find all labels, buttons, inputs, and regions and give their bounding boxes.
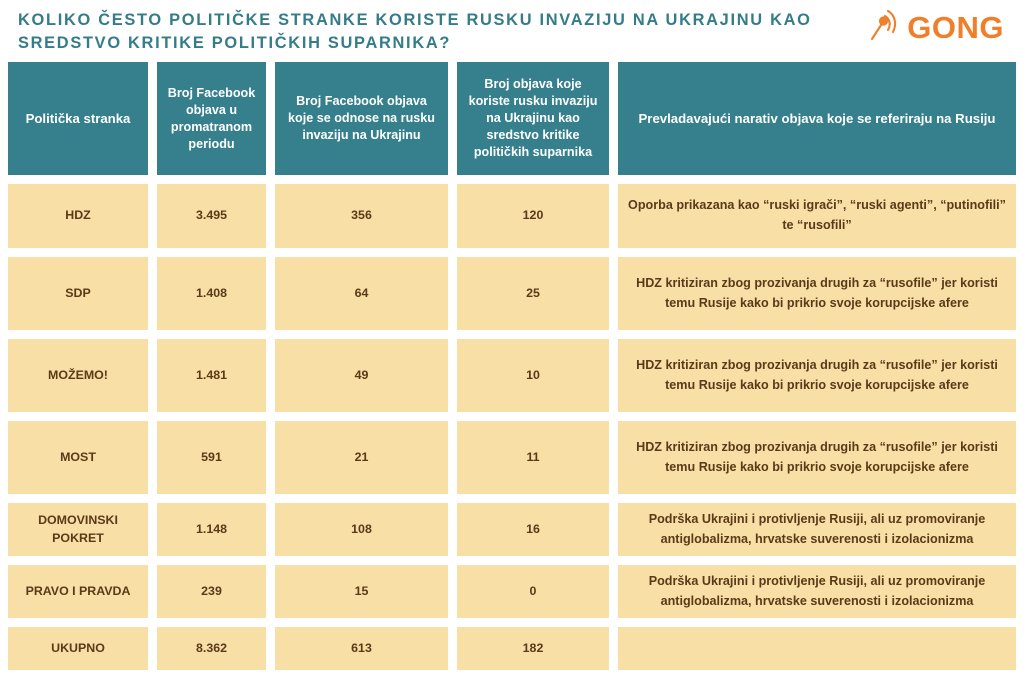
cell-critique-posts: 182 <box>457 627 609 670</box>
column-header-russia-posts: Broj Facebook objava koje se odnose na rusku invaziju na Ukrajinu <box>275 62 448 175</box>
cell-total-posts: 1.481 <box>157 339 266 412</box>
cell-russia-posts: 15 <box>275 565 448 618</box>
gong-logo <box>868 8 1004 47</box>
cell-critique-posts: 10 <box>457 339 609 412</box>
cell-party: PRAVO I PRAVDA <box>8 565 148 618</box>
cell-party: DOMOVINSKI POKRET <box>8 503 148 556</box>
cell-total-posts: 8.362 <box>157 627 266 670</box>
table-row <box>8 257 1016 330</box>
cell-party: SDP <box>8 257 148 330</box>
cell-party: HDZ <box>8 184 148 248</box>
cell-critique-posts: 11 <box>457 421 609 494</box>
cell-critique-posts: 0 <box>457 565 609 618</box>
gong-logo-text: GONG <box>907 10 1004 45</box>
cell-total-posts: 239 <box>157 565 266 618</box>
cell-total-posts: 3.495 <box>157 184 266 248</box>
cell-russia-posts: 613 <box>275 627 448 670</box>
cell-narrative <box>618 627 1016 670</box>
cell-russia-posts: 356 <box>275 184 448 248</box>
cell-party: UKUPNO <box>8 627 148 670</box>
cell-narrative: HDZ kritiziran zbog prozivanja drugih za “rusofile” jer koristi temu Rusije kako bi prikrio svoje korupcijske afere <box>618 421 1016 494</box>
cell-russia-posts: 108 <box>275 503 448 556</box>
cell-critique-posts: 25 <box>457 257 609 330</box>
cell-narrative: Podrška Ukrajini i protivljenje Rusiji, ali uz promoviranje antiglobalizma, hrvatske suverenosti i izolacionizma <box>618 503 1016 556</box>
column-header-party: Politička stranka <box>8 62 148 175</box>
page-header <box>0 0 1024 58</box>
table-total-row <box>8 627 1016 670</box>
table-row <box>8 184 1016 248</box>
cell-narrative: Oporba prikazana kao “ruski igrači”, “ruski agenti”, “putinofili” te “rusofili” <box>618 184 1016 248</box>
cell-critique-posts: 120 <box>457 184 609 248</box>
table-row <box>8 565 1016 618</box>
cell-russia-posts: 49 <box>275 339 448 412</box>
data-table <box>8 62 1016 679</box>
cell-total-posts: 1.408 <box>157 257 266 330</box>
gong-microphone-icon <box>868 8 904 47</box>
table-row <box>8 421 1016 494</box>
column-header-critique-posts: Broj objava koje koriste rusku invaziju na Ukrajinu kao sredstvo kritike političkih suparnika <box>457 62 609 175</box>
cell-narrative: HDZ kritiziran zbog prozivanja drugih za “rusofile” jer koristi temu Rusije kako bi prikrio svoje korupcijske afere <box>618 339 1016 412</box>
column-header-narrative: Prevladavajući narativ objava koje se referiraju na Rusiju <box>618 62 1016 175</box>
table-row <box>8 503 1016 556</box>
cell-total-posts: 1.148 <box>157 503 266 556</box>
cell-russia-posts: 64 <box>275 257 448 330</box>
cell-total-posts: 591 <box>157 421 266 494</box>
cell-party: MOŽEMO! <box>8 339 148 412</box>
cell-party: MOST <box>8 421 148 494</box>
table-row <box>8 339 1016 412</box>
cell-narrative: Podrška Ukrajini i protivljenje Rusiji, ali uz promoviranje antiglobalizma, hrvatske suverenosti i izolacionizma <box>618 565 1016 618</box>
cell-narrative: HDZ kritiziran zbog prozivanja drugih za “rusofile” jer koristi temu Rusije kako bi prikrio svoje korupcijske afere <box>618 257 1016 330</box>
cell-russia-posts: 21 <box>275 421 448 494</box>
table-header-row <box>8 62 1016 175</box>
page-title: KOLIKO ČESTO POLITIČKE STRANKE KORISTE RUSKU INVAZIJU NA UKRAJINU KAO SREDSTVO KRITIKE POLITIČKIH SUPARNIKA? <box>18 11 812 53</box>
column-header-total-posts: Broj Facebook objava u promatranom periodu <box>157 62 266 175</box>
cell-critique-posts: 16 <box>457 503 609 556</box>
